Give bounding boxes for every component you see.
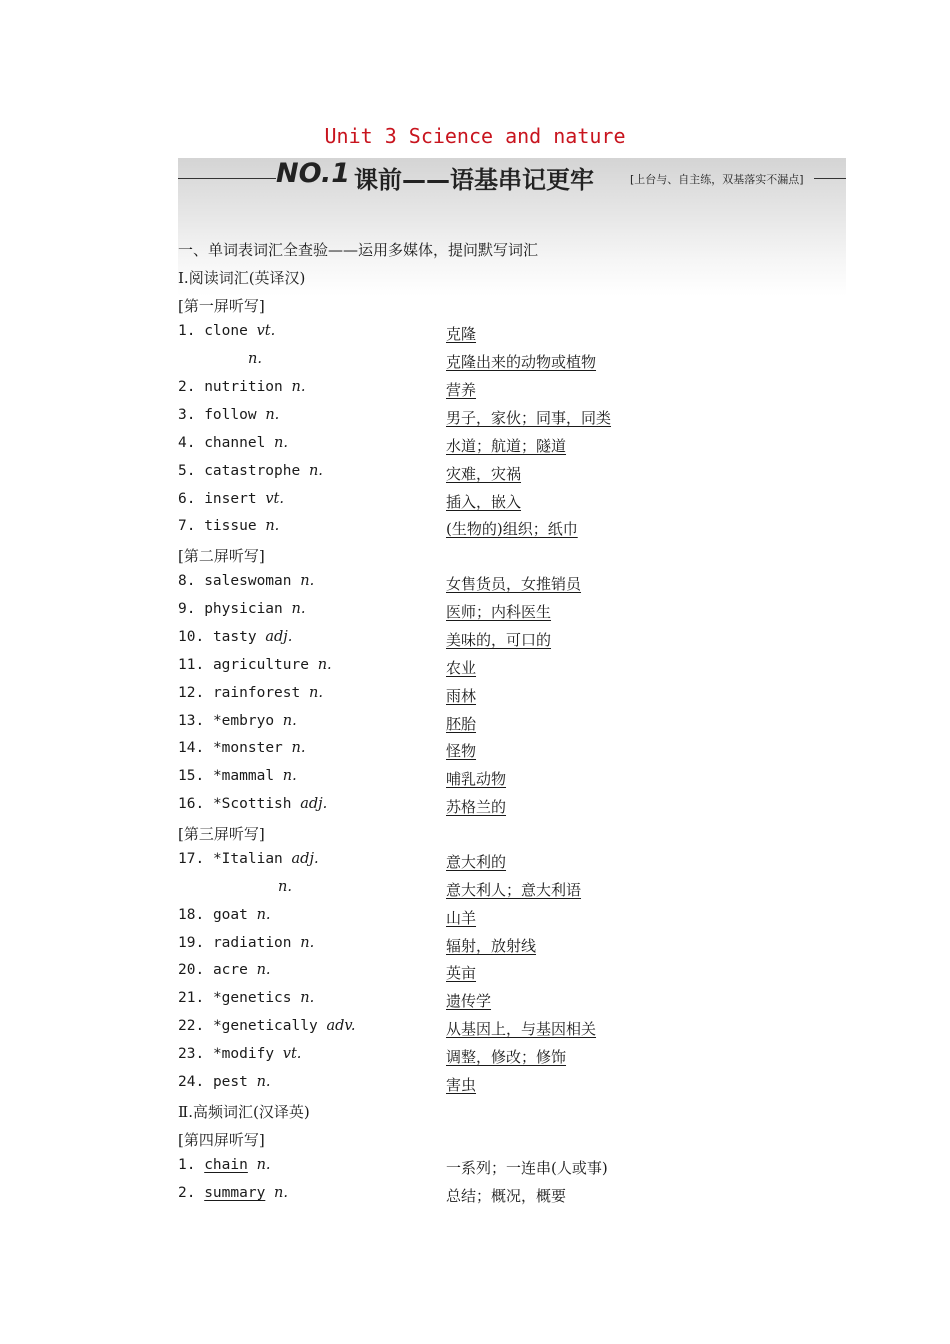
vocab-term: 2. nutrition n. [178, 379, 306, 395]
vocab-row [178, 907, 858, 935]
vocab-term: 5. catastrophe n. [178, 463, 323, 479]
vocab-meaning: 意大利的 [446, 853, 507, 871]
vocab-meaning: 胚胎 [446, 715, 477, 733]
vocab-row [178, 573, 858, 601]
vocab-meaning: 插入，嵌入 [446, 493, 522, 511]
vocab-row [178, 713, 858, 741]
vocab-term: 1. chain n. [178, 1157, 271, 1173]
vocab-term: 22. *genetically adv. [178, 1018, 356, 1034]
vocab-term: 12. rainforest n. [178, 685, 323, 701]
vocab-row [178, 1185, 858, 1213]
vocab-row [178, 740, 858, 768]
vocab-meaning: 从基因上，与基因相关 [446, 1020, 597, 1038]
vocab-term: 8. saleswoman n. [178, 573, 315, 589]
vocab-meaning: 女售货员，女推销员 [446, 575, 582, 593]
vocab-meaning: 英亩 [446, 964, 477, 982]
vocab-row [178, 685, 858, 713]
banner-heading: 课前——语基串记更牢 [354, 166, 594, 194]
banner-subtitle: [上台与、自主练，双基落实不漏点] [630, 173, 804, 186]
vocab-term: 2. summary n. [178, 1185, 288, 1201]
vocab-term: 4. channel n. [178, 435, 288, 451]
vocab-row [178, 990, 858, 1018]
vocab-term: 6. insert vt. [178, 491, 284, 507]
vocab-row [178, 1074, 858, 1102]
vocab-meaning: 医师；内科医生 [446, 603, 552, 621]
vocab-meaning: 水道；航道；隧道 [446, 437, 567, 455]
vocab-meaning: 灾难，灾祸 [446, 465, 522, 483]
vocab-term: 21. *genetics n. [178, 990, 315, 1006]
vocab-row [178, 407, 858, 435]
banner-rule-left [178, 178, 276, 179]
vocab-term: 16. *Scottish adj. [178, 796, 328, 812]
vocab-meaning: (生物的)组织；纸巾 [446, 520, 578, 538]
vocab-meaning: 山羊 [446, 909, 477, 927]
vocab-term: 13. *embryo n. [178, 713, 297, 729]
vocab-term: 11. agriculture n. [178, 657, 332, 673]
vocab-term: 7. tissue n. [178, 518, 280, 534]
vocab-term: 24. pest n. [178, 1074, 271, 1090]
vocab-row [178, 935, 858, 963]
vocab-meaning: 调整，修改；修饰 [446, 1048, 567, 1066]
vocab-row [178, 796, 858, 824]
vocab-row [178, 518, 858, 546]
vocab-meaning: 克隆出来的动物或植物 [446, 353, 597, 371]
part-one-title: Ⅰ.阅读词汇(英译汉) [178, 269, 306, 287]
vocab-meaning: 克隆 [446, 325, 477, 343]
screen-two-label: [第二屏听写] [178, 547, 265, 565]
vocab-row [178, 435, 858, 463]
vocab-term: 18. goat n. [178, 907, 271, 923]
vocab-meaning: 营养 [446, 381, 477, 399]
banner-number: NO.1 [276, 158, 350, 189]
vocab-term: n. [248, 351, 262, 367]
vocab-row [178, 379, 858, 407]
vocab-meaning: 怪物 [446, 742, 477, 760]
vocab-row [178, 491, 858, 519]
vocab-row [178, 1018, 858, 1046]
vocab-term: 17. *Italian adj. [178, 851, 319, 867]
vocab-meaning: 辐射，放射线 [446, 937, 537, 955]
vocab-row [178, 768, 858, 796]
vocab-row [178, 879, 858, 907]
vocab-row [178, 351, 858, 379]
unit-title: Unit 3 Science and nature [324, 124, 626, 148]
vocab-meaning: 农业 [446, 659, 477, 677]
vocab-row [178, 962, 858, 990]
vocab-term: 15. *mammal n. [178, 768, 297, 784]
vocab-meaning: 男子，家伙；同事，同类 [446, 409, 612, 427]
banner-rule-right [814, 178, 846, 179]
vocab-row [178, 601, 858, 629]
screen-three-label: [第三屏听写] [178, 825, 265, 843]
vocab-term: 23. *modify vt. [178, 1046, 302, 1062]
vocab-meaning: 遗传学 [446, 992, 492, 1010]
screen-one-label: [第一屏听写] [178, 297, 265, 315]
vocab-row [178, 323, 858, 351]
vocab-term: 1. clone vt. [178, 323, 276, 339]
vocab-term: n. [278, 879, 292, 895]
vocab-row [178, 629, 858, 657]
vocab-row [178, 1046, 858, 1074]
vocab-row [178, 851, 858, 879]
vocab-term: 9. physician n. [178, 601, 306, 617]
vocab-term: 19. radiation n. [178, 935, 315, 951]
vocab-meaning: 美味的，可口的 [446, 631, 552, 649]
vocab-meaning: 苏格兰的 [446, 798, 507, 816]
vocab-meaning: 哺乳动物 [446, 770, 507, 788]
part-two-title: Ⅱ.高频词汇(汉译英) [178, 1103, 310, 1121]
vocab-row [178, 1157, 858, 1185]
vocab-meaning: 总结；概况，概要 [446, 1187, 567, 1205]
vocab-term: 10. tasty adj. [178, 629, 293, 645]
vocab-term: 20. acre n. [178, 962, 271, 978]
vocab-meaning: 害虫 [446, 1076, 477, 1094]
vocab-meaning: 雨林 [446, 687, 477, 705]
vocab-term: 3. follow n. [178, 407, 280, 423]
vocab-row [178, 657, 858, 685]
vocab-row [178, 463, 858, 491]
vocab-meaning: 意大利人；意大利语 [446, 881, 582, 899]
screen-four-label: [第四屏听写] [178, 1131, 265, 1149]
section-heading: 一、单词表词汇全查验——运用多媒体，提问默写词汇 [178, 241, 539, 259]
vocab-meaning: 一系列；一连串(人或事) [446, 1159, 608, 1177]
vocab-term: 14. *monster n. [178, 740, 306, 756]
